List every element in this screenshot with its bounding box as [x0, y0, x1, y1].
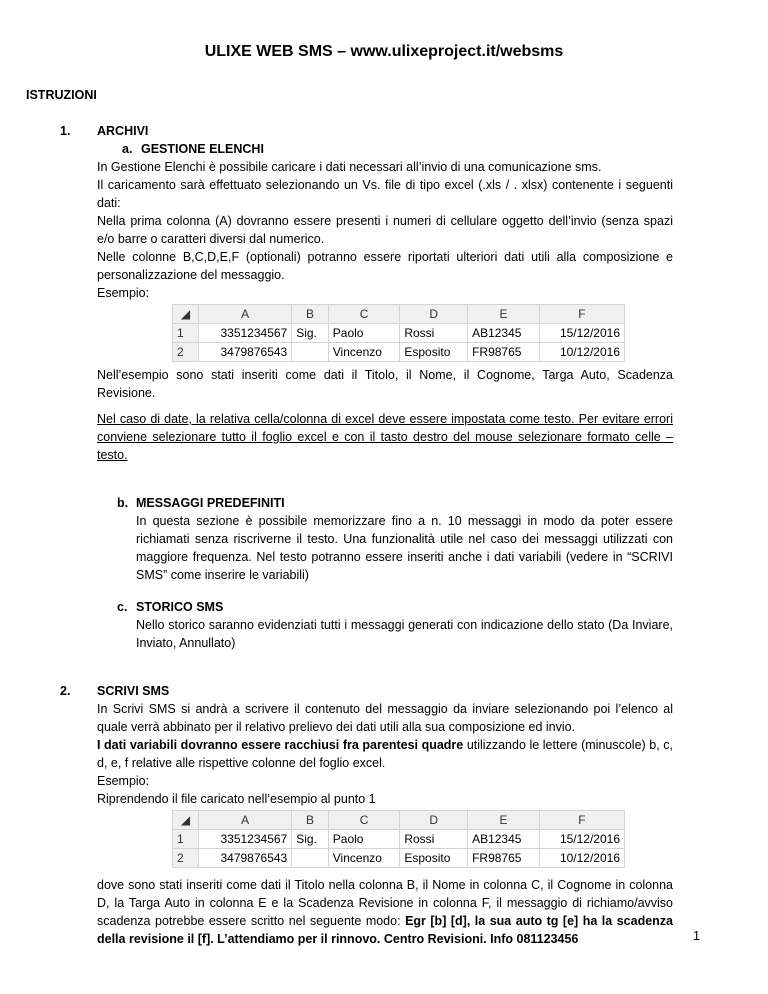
paragraph: Esempio: — [97, 774, 150, 788]
subsection-a-title: GESTIONE ELENCHI — [141, 142, 264, 156]
column-header: F — [539, 305, 624, 324]
subsection-b-title: MESSAGGI PREDEFINITI — [136, 496, 285, 510]
cell: 3351234567 — [199, 324, 292, 343]
subsection-a-number: a. — [122, 142, 133, 156]
subsection-b-number: b. — [117, 496, 129, 510]
cell: Paolo — [328, 324, 400, 343]
paragraph: In Scrivi SMS si andrà a scrivere il contenuto del messaggio da inviare selezionando poi l’elenco al quale verrà abbinato per il relativo prelievo dei dati utili alla sua composizione ed invio. — [97, 702, 673, 734]
cell: 10/12/2016 — [539, 343, 624, 362]
paragraph: Nelle colonne B,C,D,E,F (optionali) potranno essere riportati ulteriori dati utili alla composizione e personalizzazione del messaggio. — [97, 250, 673, 282]
page-number: 1 — [693, 929, 700, 943]
excel-example-table-2 — [172, 810, 625, 868]
example-message: Egr [b] [d], la sua auto tg [e] ha la scadenza della revisione il [f]. L’attendiamo per il rinnovo. Centro Revisioni. Info 081123456 — [97, 914, 673, 946]
row-number: 1 — [173, 324, 199, 343]
cell: AB12345 — [468, 830, 540, 849]
column-header-row — [173, 305, 625, 324]
document-title: ULIXE WEB SMS – www.ulixeproject.it/websms — [204, 43, 564, 60]
cell: Esposito — [400, 343, 468, 362]
cell: Paolo — [328, 830, 400, 849]
corner-cell: ◢ — [173, 811, 199, 830]
subsection-a-body — [97, 158, 673, 302]
cell: Vincenzo — [328, 849, 400, 868]
row-number: 2 — [173, 849, 199, 868]
column-header: D — [400, 305, 468, 324]
column-header: C — [328, 811, 400, 830]
date-note: Nel caso di date, la relativa cella/colonna di excel deve essere impostata come testo. Per evitare errori conviene selezionare tutto il foglio excel e con il tasto destro del mouse selezionare formato celle – testo. — [97, 412, 673, 462]
message-example — [97, 876, 673, 948]
bold-text: I dati variabili dovranno essere racchiusi fra parentesi quadre — [97, 738, 464, 752]
column-header: A — [199, 305, 292, 324]
table-row — [173, 849, 625, 868]
cell: Vincenzo — [328, 343, 400, 362]
cell: Sig. — [292, 830, 329, 849]
column-header: E — [468, 305, 540, 324]
cell: 3479876543 — [199, 849, 292, 868]
text: utilizzando le lettere (minuscole) b, c, d, e, f relative alle rispettive colonne del foglio excel. — [97, 738, 673, 770]
text: dove sono stati inseriti come dati il Titolo nella colonna B, il Nome in colonna C, il Cognome in colonna D, la Targa Auto in colonna E e la Scadenza Revisione in colonna F, il messaggio di richiamo/avviso scadenza potrebbe essere scritto nel seguente modo: — [97, 878, 673, 928]
paragraph — [97, 736, 673, 772]
excel-example-table-1 — [172, 304, 625, 362]
cell: Sig. — [292, 324, 329, 343]
corner-cell: ◢ — [173, 305, 199, 324]
subsection-c-body: Nello storico saranno evidenziati tutti i messaggi generati con indicazione dello stato (Da Inviare, Inviato, Annullato) — [136, 618, 673, 650]
table-row — [173, 324, 625, 343]
cell: Rossi — [400, 324, 468, 343]
column-header: D — [400, 811, 468, 830]
cell: 10/12/2016 — [539, 849, 624, 868]
table-row — [173, 343, 625, 362]
example-explanation: Nell’esempio sono stati inseriti come dati il Titolo, il Nome, il Cognome, Targa Auto, Scadenza Revisione. — [97, 368, 673, 400]
cell — [292, 849, 329, 868]
paragraph: In Gestione Elenchi è possibile caricare i dati necessari all’invio di una comunicazione sms. — [97, 160, 602, 174]
paragraph: Riprendendo il file caricato nell’esempio al punto 1 — [97, 792, 376, 806]
column-header-row — [173, 811, 625, 830]
section-1-title: ARCHIVI — [97, 124, 149, 138]
table-row — [173, 830, 625, 849]
column-header: B — [292, 305, 329, 324]
cell: FR98765 — [468, 343, 540, 362]
subsection-b-body: In questa sezione è possibile memorizzare fino a n. 10 messaggi in modo da poter essere richiamati senza riscriverne il testo. Una funzionalità utile nel caso dei messaggi utilizzati con maggiore frequenza. Nel testo potranno essere inseriti anche i dati variabili (vedere in “SCRIVI SMS” come inserire le variabili) — [136, 514, 673, 582]
row-number: 1 — [173, 830, 199, 849]
column-header: A — [199, 811, 292, 830]
section-2-number: 2. — [60, 684, 71, 698]
subsection-c-title: STORICO SMS — [136, 600, 224, 614]
paragraph: Il caricamento sarà effettuato selezionando un Vs. file di tipo excel (.xls / . xlsx) contenente i seguenti dati: — [97, 178, 673, 210]
paragraph: Nella prima colonna (A) dovranno essere presenti i numeri di cellulare oggetto dell’invio (senza spazi e/o barre o caratteri diversi dal numerico. — [97, 214, 673, 246]
section-2-title: SCRIVI SMS — [97, 684, 170, 698]
cell: 3351234567 — [199, 830, 292, 849]
cell: 15/12/2016 — [539, 324, 624, 343]
column-header: F — [539, 811, 624, 830]
cell: Rossi — [400, 830, 468, 849]
section-heading: ISTRUZIONI — [26, 88, 97, 102]
cell: AB12345 — [468, 324, 540, 343]
cell — [292, 343, 329, 362]
cell: 3479876543 — [199, 343, 292, 362]
cell: FR98765 — [468, 849, 540, 868]
row-number: 2 — [173, 343, 199, 362]
column-header: B — [292, 811, 329, 830]
section-2-body — [97, 700, 673, 808]
column-header: C — [328, 305, 400, 324]
paragraph: Esempio: — [97, 286, 150, 300]
cell: Esposito — [400, 849, 468, 868]
column-header: E — [468, 811, 540, 830]
subsection-c-number: c. — [117, 600, 128, 614]
cell: 15/12/2016 — [539, 830, 624, 849]
section-1-number: 1. — [60, 124, 71, 138]
